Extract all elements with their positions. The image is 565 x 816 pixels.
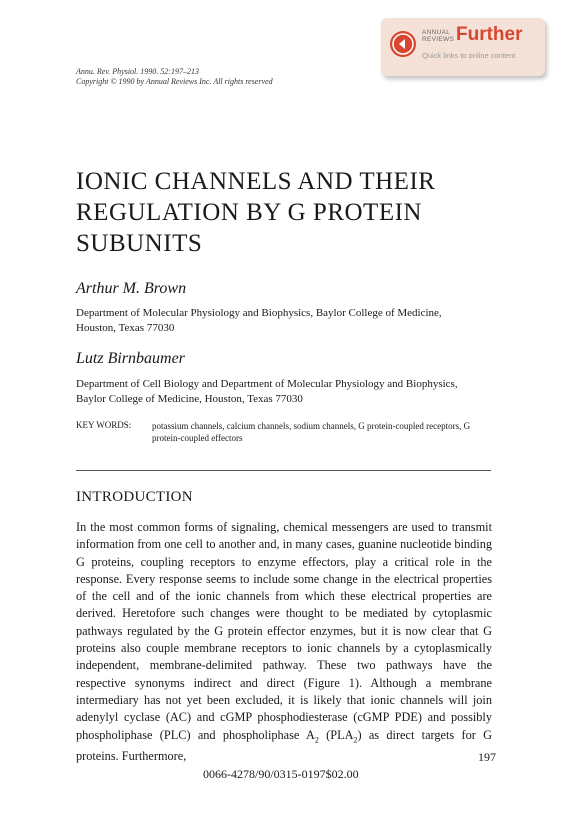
author-affiliation (76, 306, 442, 336)
journal-citation-block (76, 67, 273, 87)
badge-subtitle: Quick links to online content (422, 51, 516, 60)
affiliation-line: Department of Molecular Physiology and Biophysics, Baylor College of Medicine, (76, 307, 442, 319)
page-number: 197 (478, 750, 496, 764)
title-line-1: IONIC CHANNELS AND THEIR (76, 168, 436, 195)
introduction-body (76, 519, 492, 766)
further-badge[interactable] (381, 18, 545, 76)
body-text-part: In the most common forms of signaling, chemical messengers are used to transmit information from one cell to another and, in many cases, guanine nucleotide binding G proteins, coupling receptors to enzyme effectors, play a critical role in the response. Every response seems to include some change in the electrical properties of the cell and of the ionic channels from which these electrical properties are derived. Heretofore such changes were thought to be mediated by cytoplasmic pathways regulated by the G protein effector enzymes, but it is now clear that G proteins also couple membrane receptors to ionic channels by a cytoplasmically independent, membrane-delimited pathway. These two pathways have the respective synonyms indirect and direct (Figure 1). Although a membrane intermediary has not yet been excluded, it is likely that ionic channels will join adenylyl cyclase (AC) and cGMP phosphodiesterase (cGMP PDE) and possibly phospholiphase (PLC) and phospholiphase A (76, 520, 492, 742)
body-text-part: (PLA (318, 727, 354, 742)
body-paragraph (76, 519, 492, 766)
journal-copyright: Copyright © 1990 by Annual Reviews Inc. All rights reserved (76, 77, 273, 86)
badge-annual-line2: REVIEWS (422, 36, 455, 43)
footer-code: 0066-4278/90/0315-0197$02.00 (203, 767, 359, 781)
badge-annual-line1: ANNUAL (422, 29, 451, 36)
badge-publisher (422, 29, 454, 43)
author-name: Lutz Birnbaumer (76, 350, 185, 367)
author-name: Arthur M. Brown (76, 280, 187, 297)
journal-citation: Annu. Rev. Physiol. 1990. 52:197–213 (76, 67, 199, 76)
article-title (76, 166, 435, 259)
body-text-part: ) as direct targets for G proteins. Furthermore, (76, 727, 492, 764)
subscript: 2 (353, 735, 358, 745)
title-line-3: SUBUNITS (76, 230, 203, 257)
author-affiliation (76, 377, 458, 407)
subscript: 2 (314, 735, 319, 745)
title-line-2: REGULATION BY G PROTEIN (76, 199, 422, 226)
play-arrow-icon[interactable] (390, 31, 416, 57)
keywords-text: potassium channels, calcium channels, sodium channels, G protein-coupled receptors, G protein-coupled effectors (152, 421, 471, 443)
section-heading: INTRODUCTION (76, 489, 193, 505)
affiliation-line: Baylor College of Medicine, Houston, Texas 77030 (76, 393, 303, 405)
badge-further-label[interactable]: Further (456, 24, 523, 45)
keywords-label: KEY WORDS: (76, 420, 132, 430)
affiliation-line: Department of Cell Biology and Department of Molecular Physiology and Biophysics, (76, 378, 458, 390)
affiliation-line: Houston, Texas 77030 (76, 322, 175, 334)
section-divider (76, 470, 491, 471)
